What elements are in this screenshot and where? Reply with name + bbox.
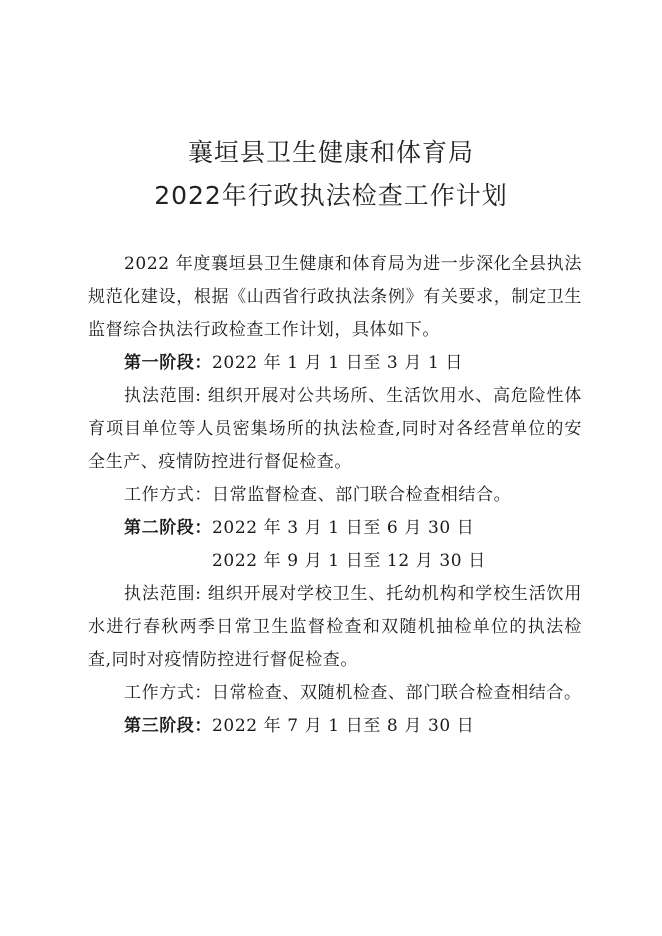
document-body — [88, 248, 582, 743]
stage2-label: 第二阶段： — [124, 518, 212, 538]
stage1-label: 第一阶段： — [124, 353, 212, 373]
document-title-line2: 2022年行政执法检查工作计划 — [154, 181, 508, 210]
stage1-period: 2022 年 1 月 1 日至 3 月 1 日 — [212, 353, 463, 373]
stage2-period1: 2022 年 3 月 1 日至 6 月 30 日 — [212, 518, 475, 538]
stage3-heading — [88, 710, 582, 743]
stage2-period2: 2022 年 9 月 1 日至 12 月 30 日 — [212, 551, 486, 571]
intro-paragraph: 2022 年度襄垣县卫生健康和体育局为进一步深化全县执法规范化建设，根据《山西省行政执法条例》有关要求，制定卫生监督综合执法行政检查工作计划，具体如下。 — [88, 254, 582, 340]
stage2-heading — [88, 512, 582, 545]
document-title-line1: 襄垣县卫生健康和体育局 — [187, 138, 474, 167]
stage1-method: 工作方式：日常监督检查、部门联合检查相结合。 — [124, 485, 512, 505]
stage3-label: 第三阶段： — [124, 716, 212, 736]
stage1-heading — [88, 347, 582, 380]
stage3-period: 2022 年 7 月 1 日至 8 月 30 日 — [212, 716, 475, 736]
stage1-scope: 执法范围: 组织开展对公共场所、生活饮用水、高危险性体育项目单位等人员密集场所的执法检查,同时对各经营单位的安全生产、疫情防控进行督促检查。 — [88, 386, 582, 472]
stage2-method: 工作方式：日常检查、双随机检查、部门联合检查相结合。 — [124, 683, 582, 703]
stage2-scope: 执法范围: 组织开展对学校卫生、托幼机构和学校生活饮用水进行春秋两季日常卫生监督检查和双随机抽检单位的执法检查,同时对疫情防控进行督促检查。 — [88, 584, 582, 670]
